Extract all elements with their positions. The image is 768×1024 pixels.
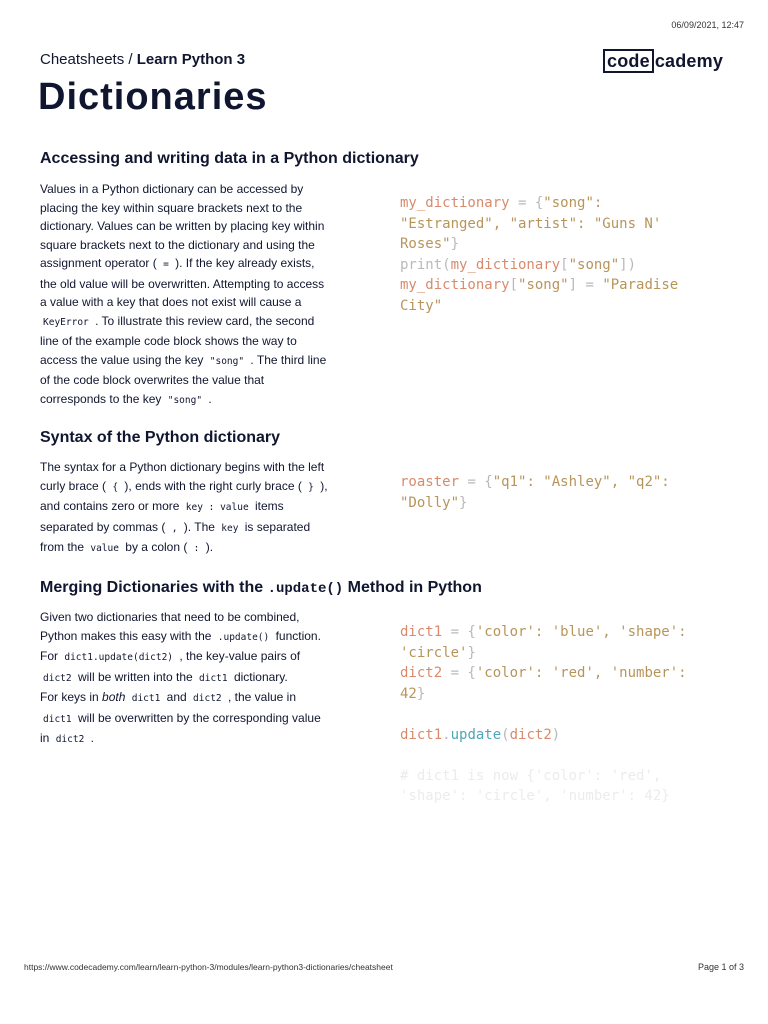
code-line: City" xyxy=(400,297,443,314)
section-desc-syntax: The syntax for a Python dictionary begins with the left curly brace ( { ), ends with the right curly brace ( } ), and contains zero or more key : value items separated by commas ( , ). The key is separated from the value by a colon ( : ). xyxy=(40,460,328,554)
inline-code: = xyxy=(163,259,169,270)
inline-code: dict2 xyxy=(193,693,222,704)
code-line: dict1 = {'color': 'blue', 'shape': xyxy=(400,624,687,640)
print-date: 06/09/2021, 12:47 xyxy=(671,20,744,30)
logo-boxed-text: code xyxy=(603,49,654,73)
code-block-merging xyxy=(400,622,730,807)
section-desc-merging: Given two dictionaries that need to be combined, Python makes this easy with the .update() function. For dict1.update(dict2) , the key-value pairs of dict2 will be written into the dict1 dictionary. For keys in both dict1 and dict2 , the value in dict1 will be overwritten by the corresponding value in dict2 . xyxy=(40,610,321,745)
inline-code: dict1 xyxy=(131,693,161,704)
code-line: 'circle'} xyxy=(400,644,476,661)
code-line: 42} xyxy=(400,685,426,702)
code-line: print(my_dictionary["song"]) xyxy=(400,256,637,273)
code-comment: 'shape': 'circle', 'number': 42} xyxy=(400,788,670,804)
codecademy-logo[interactable] xyxy=(603,51,723,72)
section-heading-merging: Merging Dictionaries with the .update() Method in Python xyxy=(40,579,482,597)
inline-code: dict2 xyxy=(55,734,85,745)
inline-code: dict2 xyxy=(43,672,72,684)
code-line: dict1.update(dict2) xyxy=(400,726,561,743)
code-line: my_dictionary = {"song": xyxy=(400,195,603,211)
breadcrumb-separator: / xyxy=(124,51,137,68)
page-number: Page 1 of 3 xyxy=(697,962,744,972)
footer-url: https://www.codecademy.com/learn/learn-python-3/modules/learn-python3-dictionaries/cheatsheet xyxy=(24,962,393,972)
code-line: roaster = {"q1": "Ashley", "q2": xyxy=(400,474,670,490)
inline-code: , xyxy=(171,522,178,534)
section-heading-accessing: Accessing and writing data in a Python dictionary xyxy=(40,150,419,167)
inline-code: key : value xyxy=(185,502,249,513)
inline-code: dict1.update(dict2) xyxy=(64,652,174,663)
code-block-syntax xyxy=(400,472,730,513)
inline-code: "song" xyxy=(209,355,245,367)
breadcrumb xyxy=(40,51,245,68)
code-comment: # dict1 is now {'color': 'red', xyxy=(400,767,662,784)
logo-rest-text: cademy xyxy=(654,51,724,71)
inline-code: .update() xyxy=(217,631,270,643)
page-title: Dictionaries xyxy=(38,76,268,118)
code-line: "Estranged", "artist": "Guns N' xyxy=(400,215,662,232)
inline-code: "song" xyxy=(167,394,203,406)
inline-code: value xyxy=(90,543,119,554)
inline-code: : xyxy=(193,543,200,554)
code-line: dict2 = {'color': 'red', 'number': xyxy=(400,665,687,681)
inline-code: { xyxy=(112,481,119,493)
inline-code: } xyxy=(308,481,314,493)
code-block-accessing xyxy=(400,193,730,316)
inline-code: dict1 xyxy=(43,713,72,725)
code-line: Roses"} xyxy=(400,236,460,252)
code-line: "Dolly"} xyxy=(400,494,468,511)
breadcrumb-current[interactable]: Learn Python 3 xyxy=(136,51,246,68)
section-heading-syntax: Syntax of the Python dictionary xyxy=(40,429,281,446)
heading-inline-code: .update() xyxy=(267,581,344,597)
code-line: my_dictionary["song"] = "Paradise xyxy=(400,277,679,293)
section-desc-accessing: Values in a Python dictionary can be accessed by placing the key within square brackets next to the dictionary. Values can be written by placing key within square brackets next to the dictionary and using the assignment operator ( = ). If the key already exists, the old value will be overwritten. Attempting to access a value with a key that does not exist will cause a KeyError . To illustrate this review card, the second line of the example code block shows the way to access the value using the key "song" . The third line of the code block overwrites the value that corresponds to the key "song" . xyxy=(40,182,327,406)
breadcrumb-root[interactable]: Cheatsheets xyxy=(40,51,125,68)
inline-code: key xyxy=(221,522,239,534)
inline-code: dict1 xyxy=(199,672,228,684)
inline-code: KeyError xyxy=(43,316,89,328)
